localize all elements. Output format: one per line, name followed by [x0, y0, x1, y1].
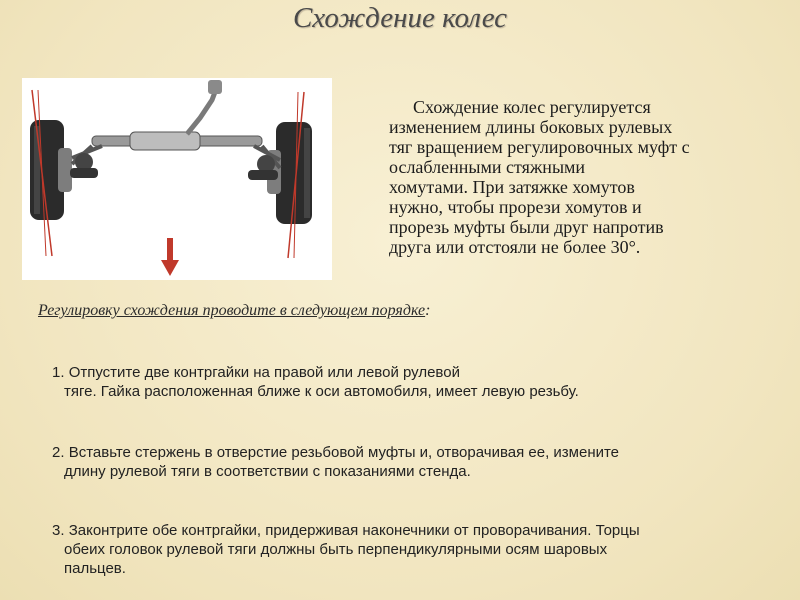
step-text: длину рулевой тяги в соответствии с показаниями стенда. [64, 463, 471, 480]
steering-rack-icon [70, 80, 280, 180]
intro-paragraph [389, 97, 769, 257]
step-number: 3. [52, 522, 65, 539]
step-text: тяге. Гайка расположенная ближе к оси автомобиля, имеет левую резьбу. [64, 383, 579, 400]
step-text: Вставьте стержень в отверстие резьбовой муфты и, отворачивая ее, измените [68, 444, 620, 461]
intro-line: Схождение колес регулируется [413, 97, 651, 117]
order-heading-text: Регулировку схождения проводите в следующем порядке [38, 302, 426, 319]
step-number: 1. [52, 364, 65, 381]
order-heading-colon: : [425, 302, 431, 319]
intro-line: хомутами. При затяжке хомутов [389, 177, 635, 197]
down-arrow-icon [161, 238, 179, 276]
step-number: 2. [52, 444, 65, 461]
left-wheel-icon [30, 120, 72, 220]
intro-line: нужно, чтобы прорези хомутов и [389, 197, 642, 217]
intro-line: изменением длины боковых рулевых [389, 117, 673, 137]
step-item [52, 363, 772, 401]
step-text: пальцев. [64, 560, 126, 577]
intro-line: тяг вращением регулировочных муфт с [389, 137, 690, 157]
step-item [52, 521, 772, 578]
slide-title: Схождение колес [292, 2, 508, 34]
step-text: обеих головок рулевой тяги должны быть перпендикулярными осям шаровых [64, 541, 608, 558]
step-text: Отпустите две контргайки на правой или левой рулевой [68, 364, 460, 381]
step-item [52, 443, 772, 481]
steering-linkage-diagram [22, 78, 332, 280]
intro-line: ослабленными стяжными [389, 157, 586, 177]
order-heading [38, 302, 430, 320]
intro-line: прорезь муфты были друг напротив [389, 217, 664, 237]
intro-line: друга или отстояли не более 30°. [389, 237, 641, 257]
step-text: Законтрите обе контргайки, придерживая наконечники от проворачивания. Торцы [68, 522, 640, 539]
